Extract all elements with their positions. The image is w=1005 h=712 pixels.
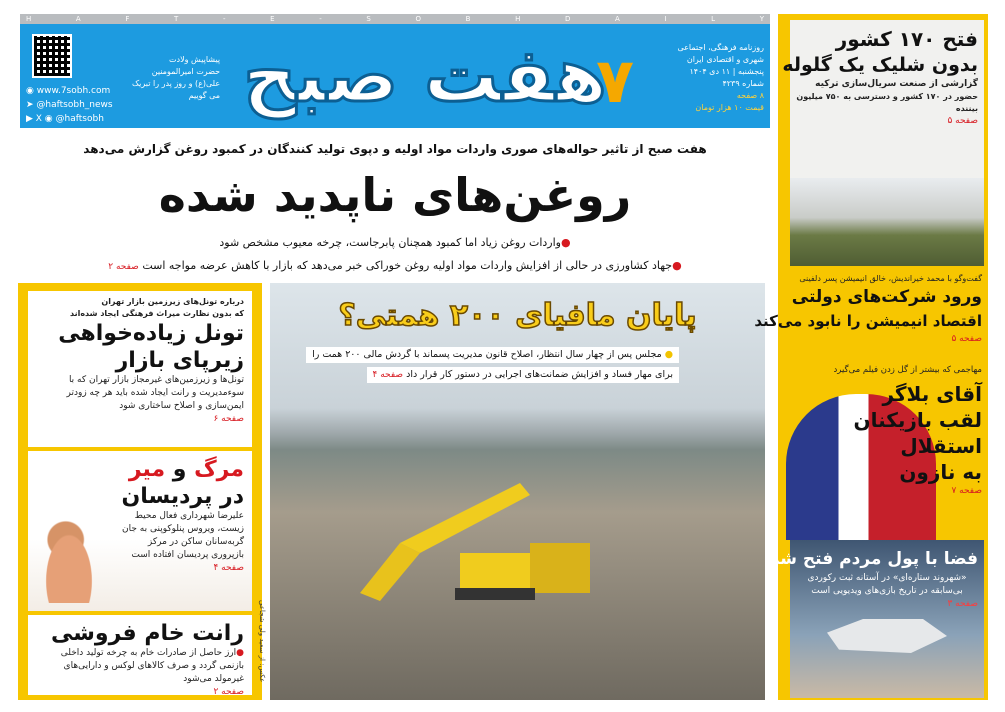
story-title: اقتصاد انیمیشن را نابود می‌کند — [754, 312, 982, 330]
story-turkish-series[interactable] — [782, 20, 984, 266]
lead-headline[interactable]: روغن‌های ناپدید شده — [158, 168, 632, 222]
price: قیمت ۱۰ هزار تومان — [695, 103, 764, 112]
story-sub: گزارشی از صنعت سریال‌سازی ترکیه — [815, 79, 978, 89]
bullet-text: واردات روغن زیاد اما کمبود همچنان پابرجاست، چرخه معیوب مشخص شود — [219, 236, 561, 249]
page-count: ۸ صفحه — [736, 91, 764, 100]
band-letter: F — [125, 15, 130, 23]
story-title: آقای بلاگر — [882, 382, 982, 406]
newspaper-logo: هفت صبح — [243, 33, 607, 119]
photo-credit: عکس: از سعید ولی شجاعی — [258, 600, 266, 683]
band-letter: - — [319, 15, 322, 23]
lead-bullet: ●واردات روغن زیاد اما کمبود همچنان پابرجاست، چرخه معیوب مشخص شود — [219, 236, 571, 249]
story-space-game[interactable] — [770, 540, 984, 698]
caption-text: مجلس پس از چهار سال انتظار، اصلاح قانون مدیریت پسماند با گردش مالی ۲۰۰ همت را — [312, 349, 662, 360]
story-kicker: درباره تونل‌های زیرزمین بازار تهران — [101, 297, 244, 306]
story-title: در پردیسان — [121, 484, 244, 509]
band-letter: O — [415, 15, 421, 23]
logo-seven: ۷ — [596, 44, 634, 117]
band-letter: B — [465, 15, 471, 23]
band-letter: A — [75, 15, 81, 23]
story-body: ارز حاصل از صادرات خام به چرخه تولید داخلی بازنمی گردد و صرف کالاهای لوکس و دارایی‌های غیرمولد می‌شود — [60, 648, 244, 684]
band-letter: T — [174, 15, 179, 23]
website-text: www.7sobh.com — [36, 86, 111, 96]
caption-line — [367, 367, 679, 383]
telegram-text: @haftsobh_news — [36, 100, 113, 110]
band-letter: D — [564, 15, 571, 23]
page-ref[interactable]: صفحه ۳ — [947, 599, 978, 609]
page-ref[interactable]: صفحه ۷ — [951, 486, 982, 496]
story-body: «شهروند ستاره‌ای» در آستانه ثبت رکوردی — [807, 573, 967, 583]
band-letter: H — [26, 15, 32, 23]
social-text: @haftsobh — [55, 114, 104, 124]
story-title: زیرپای بازار — [115, 348, 244, 373]
title-and: و — [172, 457, 187, 482]
greeting-line: پیشاپیش ولادت — [168, 55, 221, 64]
band-letter: Y — [759, 15, 764, 23]
band-letter: - — [222, 15, 226, 23]
lead-bullet: ●جهاد کشاورزی در حالی از افزایش واردات مواد اولیه روغن خوراکی خبر می‌دهد که بازار با کاهش عرضه مواجه است صفحه ۲ — [108, 259, 682, 272]
info-line: روزنامه فرهنگی، اجتماعی — [677, 43, 764, 52]
story-title: ورود شرکت‌های دولتی — [791, 287, 982, 307]
issue-info — [677, 42, 764, 114]
title-red: میر — [128, 457, 166, 482]
band-letter: L — [711, 15, 716, 23]
greeting-line: علی(ع) و روز پدر را تبریک — [132, 79, 221, 88]
issue-number: شماره ۴۲۳۹ — [722, 79, 764, 88]
greeting — [132, 54, 220, 102]
story-tunnels[interactable] — [28, 291, 252, 447]
page-ref[interactable]: صفحه ۲ — [108, 262, 139, 272]
greeting-line: حضرت امیرالمومنین — [151, 67, 221, 76]
website-link[interactable]: ◉ www.7sobh.com — [26, 86, 111, 96]
story-body: تونل‌ها و زیرزمین‌های غیرمجاز بازار تهران که با سوءمدیریت و رانت ایجاد شده باید هر چه زودتر ایمن‌سازی و اصلاح ساختاری شود — [66, 375, 244, 411]
masthead — [20, 24, 770, 128]
social-handle[interactable] — [26, 112, 113, 126]
story-title: رانت خام فروشی — [51, 621, 244, 646]
story-footballer[interactable] — [782, 364, 982, 498]
story-title: استقلال — [900, 434, 982, 458]
caracal-image — [36, 515, 102, 603]
greeting-line: می گوییم — [188, 91, 221, 100]
band-letter: I — [664, 15, 667, 23]
band-letter: E — [270, 15, 275, 23]
telegram-link[interactable] — [26, 98, 113, 112]
story-kicker: مهاجمی که بیشتر از گل زدن فیلم می‌گیرد — [833, 365, 982, 375]
info-line: شهری و اقتصادی ایران — [686, 55, 764, 64]
story-title: فضا با پول مردم فتح شد — [770, 549, 978, 569]
band-letter: H — [515, 15, 521, 23]
page-ref[interactable]: صفحه ۴ — [213, 563, 244, 573]
story-title: به نازون — [899, 460, 982, 484]
page-ref[interactable]: صفحه ۵ — [947, 116, 978, 126]
lead-kicker: هفت صبح از تاثیر حواله‌های صوری واردات مواد اولیه و دپوی تولید کنندگان در کمبود روغن گزارش می‌دهد — [83, 142, 707, 156]
social-links — [26, 84, 113, 126]
excavator-image — [360, 483, 600, 603]
story-kicker: که بدون نظارت میراث فرهنگی ایجاد شده‌اند — [69, 309, 244, 318]
story-rent[interactable]: رانت خام فروشی ●ارز حاصل از صادرات خام به چرخه تولید داخلی بازنمی گردد و صرف کالاهای لوکس و دارایی‌های غیرمولد می‌شود صفحه ۲ — [28, 615, 252, 695]
story-kicker: گفت‌وگو با محمد خیراندیش، خالق انیمیشن پسر دلفینی — [799, 274, 982, 283]
story-body: بی‌سابقه در تاریخ بازی‌های ویدیویی است — [811, 586, 963, 596]
masthead-band — [20, 14, 770, 24]
title-red: مرگ — [194, 457, 244, 482]
story-sub: حضور در ۱۷۰ کشور و دسترسی به ۷۵۰ میلیون بیننده — [796, 92, 978, 113]
main-photo-landfill[interactable] — [270, 283, 765, 700]
bullet-text: جهاد کشاورزی در حالی از افزایش واردات مواد اولیه روغن خوراکی خبر می‌دهد که بازار با کاهش عرضه مواجه است — [142, 259, 673, 272]
left-column — [18, 283, 262, 700]
qr-code[interactable] — [32, 34, 72, 78]
story-title: تونل زیاده‌خواهی — [58, 321, 244, 346]
page-ref[interactable]: صفحه ۵ — [951, 334, 982, 344]
band-letter: A — [615, 15, 620, 23]
spaceship-image — [827, 619, 947, 653]
page-ref[interactable]: صفحه ۴ — [372, 370, 404, 380]
caption-line: ● مجلس پس از چهار سال انتظار، اصلاح قانون مدیریت پسماند با گردش مالی ۲۰۰ همت را — [306, 347, 679, 363]
story-title: لقب بازیکنان — [853, 408, 982, 432]
caption-text: برای مهار فساد و افزایش ضمانت‌های اجرایی در دستور کار قرار داد — [406, 369, 673, 380]
main-photo-headline: پایان مافیای ۲۰۰ همتی؟ — [338, 298, 697, 333]
story-title: بدون شلیک یک گلوله — [782, 54, 978, 76]
telegram-icon: ➤ — [26, 100, 34, 110]
story-pardisan[interactable] — [28, 451, 252, 611]
issue-date: پنجشنبه | ۱۱ دی ۱۴۰۴ — [689, 67, 764, 76]
youtube-x-instagram-icons: ▶ X ◉ — [26, 114, 53, 124]
page-ref[interactable]: صفحه ۶ — [213, 414, 244, 424]
right-column — [754, 14, 988, 700]
story-body: علیرضا شهرداری فعال محیط زیست، ویروس پنلوکوپنی به جان گربه‌سانان ساکن در مرکز بازپروری پردیسان افتاده است — [122, 511, 244, 560]
band-letter: S — [366, 15, 371, 23]
page-ref[interactable]: صفحه ۲ — [213, 687, 244, 697]
story-animation[interactable] — [754, 272, 982, 346]
horse-riders-image — [790, 178, 984, 266]
story-title: فتح ۱۷۰ کشور — [835, 27, 978, 51]
